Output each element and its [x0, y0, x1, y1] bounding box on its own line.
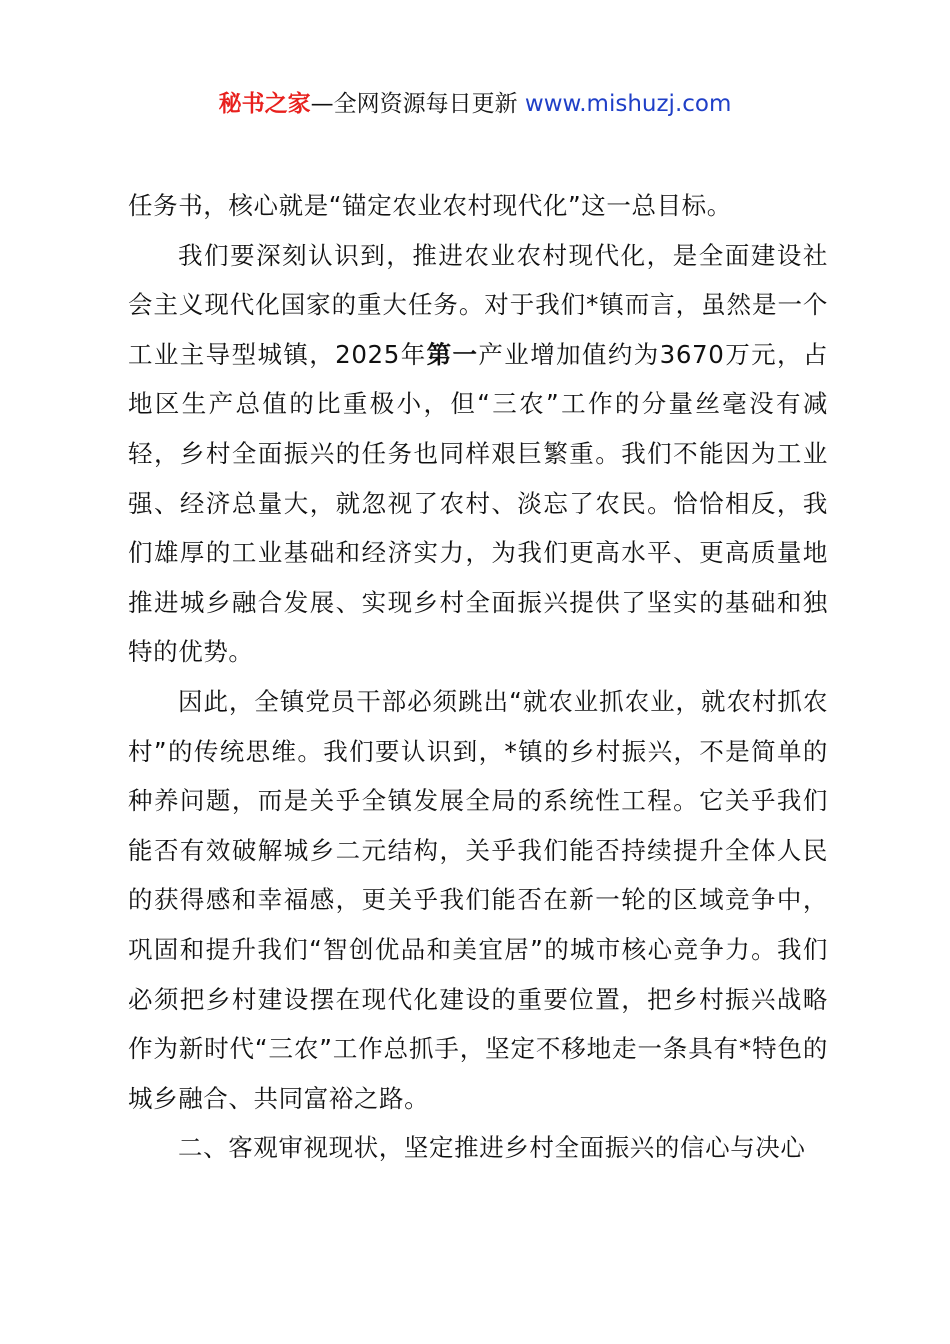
- header-slogan: —全网资源每日更新: [310, 91, 518, 117]
- paragraph-mindset: 因此，全镇党员干部必须跳出“就农业抓农业，就农村抓农村”的传统思维。我们要认识到，*镇的乡村振兴，不是简单的种养问题，而是关乎全镇发展全局的系统性工程。它关乎我们能否有效破解城乡二元结构，关乎我们能否持续提升全体人民的获得感和幸福感，更关乎我们能否在新一轮的区域竞争中，巩固和提升我们“智创优品和美宜居”的城市核心竞争力。我们必须把乡村建设摆在现代化建设的重要位置，把乡村振兴战略作为新时代“三农”工作总抓手，坚定不移地走一条具有*特色的城乡融合、共同富裕之路。: [128, 686, 828, 1113]
- brand-name: 秘书之家: [218, 91, 311, 117]
- paragraph-industry: [128, 231, 828, 677]
- page-header: [0, 88, 950, 120]
- paragraph-industry-bold: 第一: [426, 339, 479, 369]
- section-heading: 二、客观审视现状，坚定推进乡村全面振兴的信心与决心: [178, 1133, 806, 1163]
- paragraph-continuation: 任务书，核心就是“锚定农业农村现代化”这一总目标。: [128, 191, 732, 220]
- paragraph-industry-text-a: 我们要深刻认识到，推进农业农村现代化，是全面建设社会主义现代化国家的重大任务。对于我们*镇而言，虽然是一个工业主导型城镇，2025年: [128, 240, 828, 369]
- document-body: [128, 181, 828, 1173]
- paragraph-industry-text-b: 产业增加值约为3670万元，占地区生产总值的比重极小，但“三农”工作的分量丝毫没有减轻，乡村全面振兴的任务也同样艰巨繁重。我们不能因为工业强、经济总量大，就忽视了农村、淡忘了农民。恰恰相反，我们雄厚的工业基础和经济实力，为我们更高水平、更高质量地推进城乡融合发展、实现乡村全面振兴提供了坚实的基础和独特的优势。: [128, 339, 828, 667]
- header-url-link[interactable]: www.mishuzj.com: [524, 91, 732, 117]
